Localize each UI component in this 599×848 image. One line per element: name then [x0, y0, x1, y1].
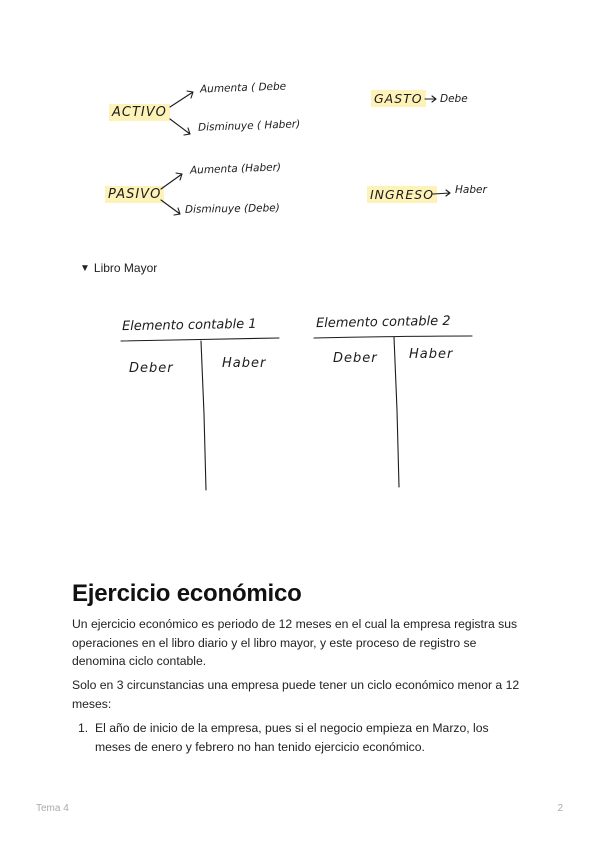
list-item-number: 1.	[78, 721, 89, 735]
paragraph-definition: Un ejercicio económico es periodo de 12 meses en el cual la empresa registra sus operaciones en el libro diario y el libro mayor, y este proceso de registro se denomina ciclo contable.	[72, 617, 518, 668]
page-number: 2	[557, 803, 563, 814]
activo-increase-text: Aumenta ( Debe	[199, 80, 287, 96]
t-account-1-horizontal	[121, 338, 279, 341]
t-account-1-vertical	[201, 341, 206, 490]
t-account-2-title: Elemento contable 2	[315, 313, 451, 332]
footer-left: Tema 4	[36, 803, 69, 814]
t-account-1-title: Elemento contable 1	[121, 316, 257, 335]
ingreso-label: INGRESO	[367, 186, 437, 203]
gasto-label: GASTO	[371, 90, 426, 107]
list-item	[72, 719, 524, 756]
activo-up-arrow	[170, 91, 193, 107]
toggle-label: Libro Mayor	[93, 261, 158, 275]
activo-down-arrow	[170, 119, 190, 135]
activo-decrease-text: Disminuye ( Haber)	[197, 118, 301, 134]
paragraph-circumstances: Solo en 3 circunstancias una empresa puede tener un ciclo económico menor a 12 meses:	[72, 678, 520, 711]
t-account-2-vertical	[394, 337, 399, 487]
circumstances-list	[72, 719, 524, 756]
toggle-triangle-icon: ▼	[80, 262, 90, 274]
gasto-result-text: Debe	[440, 93, 468, 105]
list-item-text: El año de inicio de la empresa, pues si el negocio empieza en Marzo, los meses de enero y febrero no han tenido ejercicio económico.	[95, 721, 489, 754]
t-account-2-credit: Haber	[409, 347, 454, 362]
t-account-1-credit: Haber	[222, 356, 267, 371]
libro-mayor-toggle[interactable]	[80, 261, 157, 275]
t-account-2-horizontal	[314, 336, 472, 338]
t-account-1-debit: Deber	[129, 361, 174, 376]
ingreso-result-text: Haber	[455, 184, 487, 196]
pasivo-decrease-text: Disminuye (Debe)	[184, 202, 280, 216]
pasivo-label: PASIVO	[105, 186, 164, 203]
t-account-2-debit: Deber	[333, 351, 378, 366]
activo-label: ACTIVO	[109, 104, 170, 121]
pasivo-increase-text: Aumenta (Haber)	[189, 161, 282, 177]
section-heading: Ejercicio económico	[72, 580, 302, 607]
gasto-arrow	[425, 96, 436, 102]
